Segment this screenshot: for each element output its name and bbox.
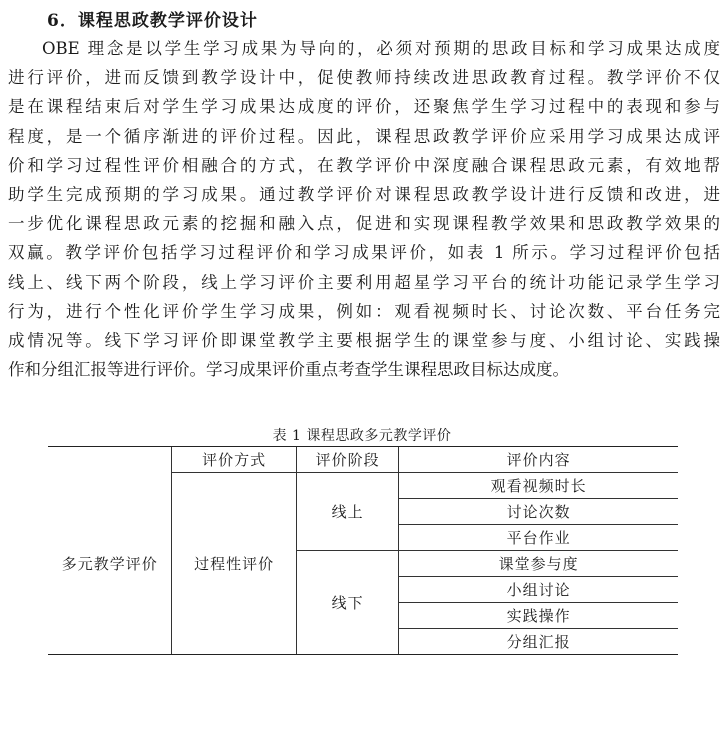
method-cell: 过程性评价 bbox=[172, 473, 296, 655]
table-header-row bbox=[48, 447, 678, 473]
content-cell: 观看视频时长 bbox=[399, 473, 678, 499]
paragraph-line: 成情况等。线下学习评价即课堂教学主要根据学生的课堂参与度、小组讨论、实践操 bbox=[8, 330, 720, 350]
content-cell: 平台作业 bbox=[399, 525, 678, 551]
content-cell: 小组讨论 bbox=[399, 577, 678, 603]
paragraph-line: 价和学习过程性评价相融合的方式，在教学评价中深度融合课程思政元素，有效地帮 bbox=[8, 155, 720, 175]
paragraph-line: 程度，是一个循序渐进的评价过程。因此，课程思政教学评价应采用学习成果达成评 bbox=[8, 126, 720, 146]
header-cell-empty bbox=[48, 447, 172, 473]
stage-cell-online: 线上 bbox=[296, 473, 399, 551]
paragraph-line: 一步优化课程思政元素的挖掘和融入点，促进和实现课程教学效果和思政教学效果的 bbox=[8, 214, 720, 234]
body-paragraph bbox=[8, 34, 720, 384]
header-cell-stage: 评价阶段 bbox=[296, 447, 399, 473]
section-heading: 6．课程思政教学评价设计 bbox=[47, 11, 258, 31]
paragraph-line: 线上、线下两个阶段，线上学习评价主要利用超星学习平台的统计功能记录学生学习 bbox=[8, 272, 720, 292]
stage-cell-offline: 线下 bbox=[296, 551, 399, 655]
paragraph-line: 助学生完成预期的学习成果。通过教学评价对课程思政教学设计进行反馈和改进，进 bbox=[8, 184, 720, 204]
table-row bbox=[48, 473, 678, 499]
paragraph-line: 行为，进行个性化评价学生学习成果，例如：观看视频时长、讨论次数、平台任务完 bbox=[8, 301, 720, 321]
header-cell-method: 评价方式 bbox=[172, 447, 296, 473]
content-cell: 实践操作 bbox=[399, 603, 678, 629]
header-cell-content: 评价内容 bbox=[399, 447, 678, 473]
table-caption: 表 1 课程思政多元教学评价 bbox=[272, 428, 452, 444]
paragraph-line: 双赢。教学评价包括学习过程评价和学习成果评价，如表 1 所示。学习过程评价包括 bbox=[8, 243, 720, 263]
paragraph-line: OBE 理念是以学生学习成果为导向的，必须对预期的思政目标和学习成果达成度 bbox=[42, 39, 720, 58]
paragraph-line: 进行评价，进而反馈到教学设计中，促使教师持续改进思政教育过程。教学评价不仅 bbox=[8, 68, 720, 88]
category-cell: 多元教学评价 bbox=[48, 473, 172, 655]
content-cell: 课堂参与度 bbox=[399, 551, 678, 577]
evaluation-table bbox=[48, 446, 678, 655]
content-cell: 分组汇报 bbox=[399, 629, 678, 655]
paragraph-line: 是在课程结束后对学生学习成果达成度的评价，还聚焦学生学习过程中的表现和参与 bbox=[8, 97, 720, 117]
paragraph-line: 作和分组汇报等进行评价。学习成果评价重点考查学生课程思政目标达成度。 bbox=[8, 360, 569, 380]
content-cell: 讨论次数 bbox=[399, 499, 678, 525]
